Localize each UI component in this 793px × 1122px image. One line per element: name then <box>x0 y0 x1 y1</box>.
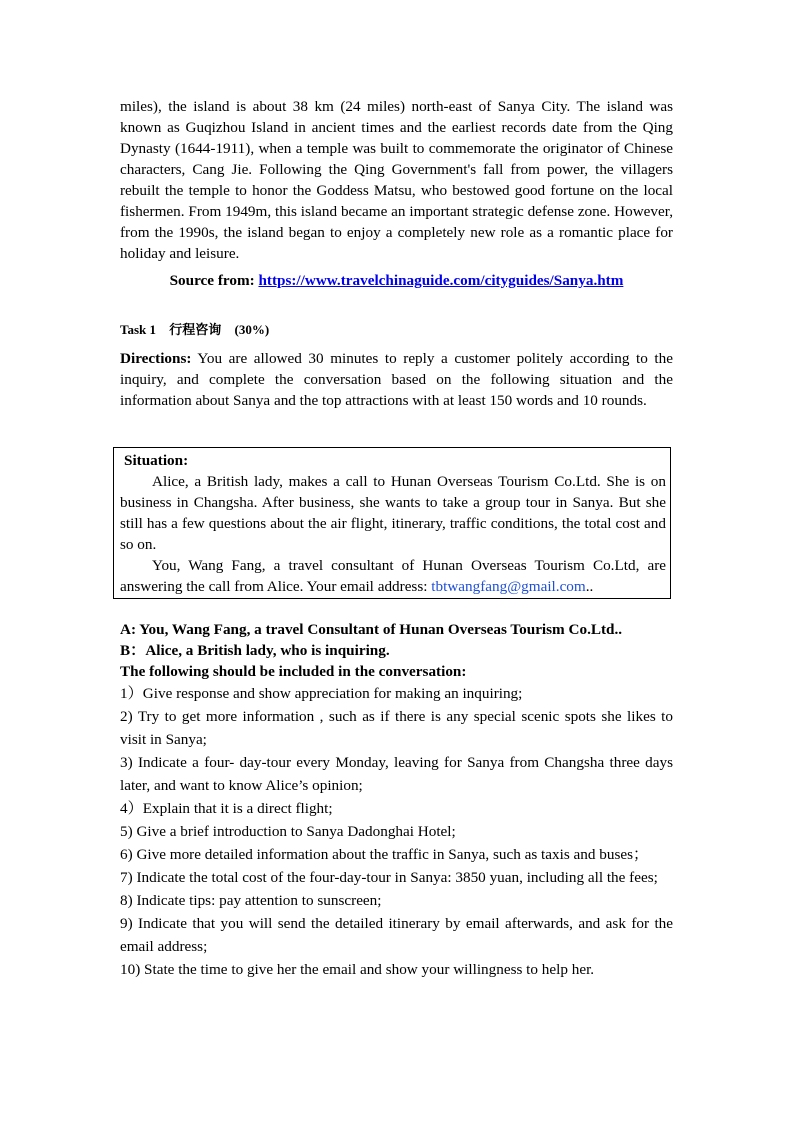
role-a: A: You, Wang Fang, a travel Consultant of Hunan Overseas Tourism Co.Ltd.. <box>120 621 623 638</box>
directions-text: You are allowed 30 minutes to reply a customer politely according to the inquiry, and complete the conversation based on the following situation and the information about Sanya and the top attractions with at least 150 words and 10 rounds. <box>120 350 673 409</box>
roles-block <box>120 619 673 682</box>
requirement-item: 9) Indicate that you will send the detailed itinerary by email afterwards, and ask for the email address; <box>120 915 673 955</box>
situation-paragraph-2-end: .. <box>585 578 594 595</box>
requirement-item: 8) Indicate tips: pay attention to sunscreen; <box>120 892 382 909</box>
requirement-item: 10) State the time to give her the email and show your willingness to help her. <box>120 961 595 978</box>
requirement-item: 5) Give a brief introduction to Sanya Dadonghai Hotel; <box>120 823 456 840</box>
task-label: Task 1 <box>120 322 157 337</box>
situation-title: Situation: <box>124 452 189 469</box>
situation-box <box>113 447 671 599</box>
situation-paragraph-2 <box>120 555 670 597</box>
conversation-requirements-heading: The following should be included in the conversation: <box>120 663 467 680</box>
role-b: B：Alice, a British lady, who is inquiring. <box>120 642 390 659</box>
requirement-item: 2) Try to get more information , such as if there is any special scenic spots she likes to visit in Sanya; <box>120 708 673 748</box>
source-line <box>120 270 673 291</box>
requirement-item: 4）Explain that it is a direct flight; <box>120 800 333 817</box>
requirement-item: 3) Indicate a four- day-tour every Monday, leaving for Sanya from Changsha three days later, and want to know Alice’s opinion; <box>120 754 673 794</box>
task-heading <box>120 319 673 341</box>
directions-label: Directions: <box>120 350 192 367</box>
requirement-item: 7) Indicate the total cost of the four-day-tour in Sanya: 3850 yuan, including all the fees; <box>120 869 658 886</box>
source-label: Source from: <box>169 272 259 289</box>
email-address[interactable]: tbtwangfang@gmail.com <box>431 578 586 595</box>
task-percent: (30%) <box>234 322 270 337</box>
situation-paragraph-2-text: You, Wang Fang, a travel consultant of Hunan Overseas Tourism Co.Ltd, are answering the call from Alice. Your email address: <box>120 557 666 595</box>
directions-paragraph <box>120 348 673 411</box>
document-page <box>120 96 673 981</box>
intro-paragraph: miles), the island is about 38 km (24 miles) north-east of Sanya City. The island was known as Guqizhou Island in ancient times and the earliest records date from the Qing Dynasty (1644-1911), when a temple was built to commemorate the originator of Chinese characters, Cang Jie. Following the Qing Government's fall from power, the villagers rebuilt the temple to honor the Goddess Matsu, who bestowed good fortune on the local fishermen. From 1949m, this island became an important strategic defense zone. However, from the 1990s, the island began to enjoy a completely new role as a romantic place for holiday and leisure. <box>120 98 673 262</box>
requirement-item: 6) Give more detailed information about the traffic in Sanya, such as taxis and buses； <box>120 846 649 863</box>
requirement-item: 1）Give response and show appreciation for making an inquiring; <box>120 685 523 702</box>
situation-paragraph-1: Alice, a British lady, makes a call to Hunan Overseas Tourism Co.Ltd. She is on business in Changsha. After business, she wants to take a group tour in Sanya. But she still has a few questions about the air flight, itinerary, traffic conditions, the total cost and so on. <box>120 473 666 553</box>
task-title-cn: 行程咨询 <box>169 323 222 338</box>
requirements-list <box>120 682 673 981</box>
source-link[interactable]: https://www.travelchinaguide.com/cityguides/Sanya.htm <box>258 272 624 289</box>
